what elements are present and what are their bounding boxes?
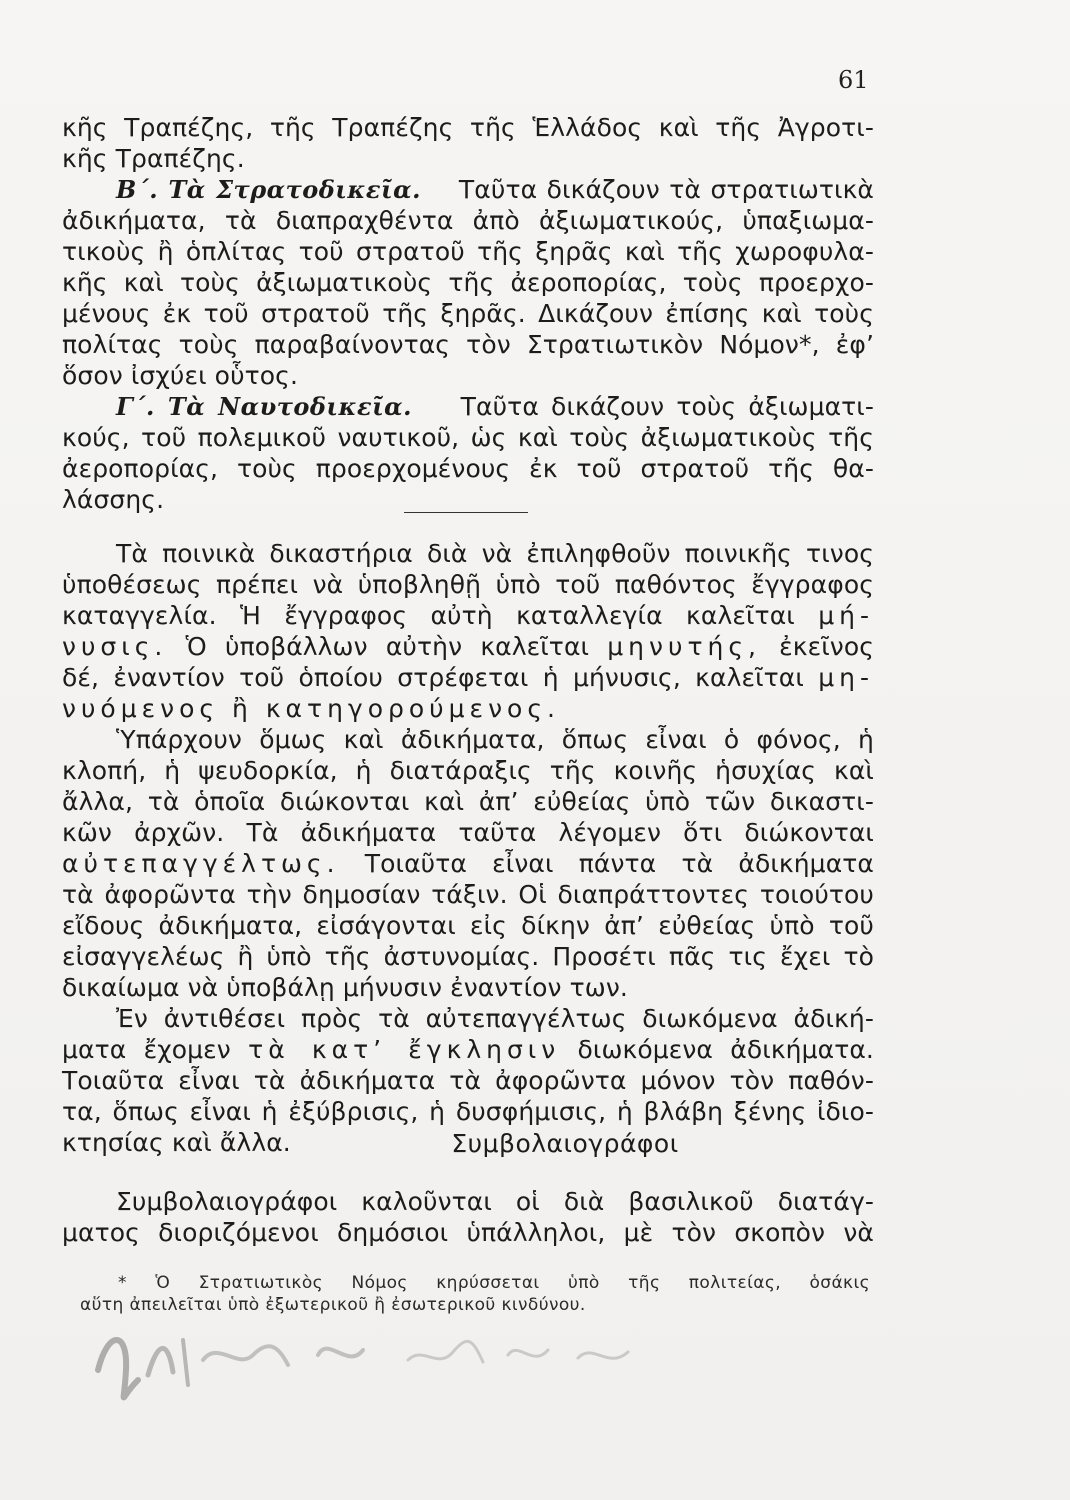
text-span: Ὁ ὑποβάλλων αὐτὴν καλεῖται <box>185 632 590 661</box>
text-line <box>116 174 874 205</box>
section-title: Συμβολαιογράφοι <box>451 1129 679 1158</box>
emphasized-term: αὐτεπαγγέλτως. <box>62 849 340 878</box>
text-line: εἴδους ἀδικήματα, εἰσάγονται εἰς δίκην ἀπ’ εὐθείας ὑπὸ τοῦ <box>62 911 874 940</box>
text-line: ἄλλα, τὰ ὁποῖα διώκονται καὶ ἀπ’ εὐθείας ὑπὸ τῶν δικαστι- <box>62 787 874 816</box>
text-line: Ἐν ἀντιθέσει πρὸς τὰ αὐτεπαγγέλτως διωκόμενα ἀδική- <box>116 1004 874 1033</box>
text-span: καταγγελία. Ἡ ἔγγραφος αὐτὴ καταλλεγία καλεῖται <box>62 601 795 630</box>
text-span: Ταῦτα δικάζουν τὰ στρατιωτικὰ <box>458 175 874 204</box>
text-line: κλοπή, ἡ ψευδορκία, ἡ διατάραξις τῆς κοινῆς ἡσυχίας καὶ <box>62 756 874 785</box>
text-line <box>62 600 874 631</box>
text-line <box>62 1034 874 1065</box>
text-line: πολίτας τοὺς παραβαίνοντας τὸν Στρατιωτικὸν Νόμον*, ἐφ’ <box>62 330 874 359</box>
text-span: ματα ἔχομεν <box>62 1035 231 1064</box>
text-line: τικοὺς ἢ ὁπλίτας τοῦ στρατοῦ τῆς ξηρᾶς καὶ τῆς χωροφυλα- <box>62 237 874 266</box>
text-line: Τὰ ποινικὰ δικαστήρια διὰ νὰ ἐπιληφθοῦν ποινικῆς τινος <box>116 539 874 568</box>
text-line: κῆς Τραπέζης, τῆς Τραπέζης τῆς Ἑλλάδος καὶ τῆς Ἀγροτι- <box>62 113 874 142</box>
emphasized-term: τὰ κατ’ ἔγκλησιν <box>248 1035 561 1064</box>
emphasized-term: νυόμενος ἢ κατηγορούμενος. <box>62 694 560 723</box>
text-line: εἰσαγγελέως ἢ ὑπὸ τῆς ἀστυνομίας. Προσέτι πᾶς τις ἔχει τὸ <box>62 942 874 971</box>
handwritten-scribble <box>88 1300 688 1410</box>
text-line <box>62 662 874 693</box>
text-line <box>116 391 874 422</box>
subheading-naftodikeia: Γ΄. Τὰ Ναυτοδικεῖα. <box>116 392 413 421</box>
text-line: λάσσης. <box>62 485 165 514</box>
subheading-stratodikeia: Β΄. Τὰ Στρατοδικεῖα. <box>116 175 421 204</box>
text-line <box>62 631 874 662</box>
text-line: ὅσον ἰσχύει οὗτος. <box>62 361 299 390</box>
text-line: Τοιαῦτα εἶναι τὰ ἀδικήματα τὰ ἀφορῶντα μόνον τὸν παθόν- <box>62 1066 874 1095</box>
text-span: ἐκεῖνος <box>779 632 875 661</box>
text-line: κῆς καὶ τοὺς ἀξιωματικοὺς τῆς ἀεροπορίας, τοὺς προερχο- <box>62 268 874 297</box>
text-line: Ὑπάρχουν ὅμως καὶ ἀδικήματα, ὅπως εἶναι ὁ φόνος, ἡ <box>116 725 874 754</box>
text-span: Ταῦτα δικάζουν τοὺς ἀξιωματι- <box>460 392 874 421</box>
emphasized-term: μηνυτής, <box>607 632 761 661</box>
text-line: ματος διοριζόμενοι δημόσιοι ὑπάλληλοι, μὲ τὸν σκοπὸν νὰ <box>62 1218 874 1247</box>
text-line: κῆς Τραπέζης. <box>62 144 245 173</box>
text-line: ἀδικήματα, τὰ διαπραχθέντα ἀπὸ ἀξιωματικούς, ὑπαξιωμα- <box>62 206 874 235</box>
text-line: κῶν ἀρχῶν. Τὰ ἀδικήματα ταῦτα λέγομεν ὅτι διώκονται <box>62 818 874 847</box>
text-span: διωκόμενα ἀδικήματα. <box>577 1035 874 1064</box>
text-line: κτησίας καὶ ἄλλα. <box>62 1128 291 1157</box>
emphasized-term: μη- <box>818 663 875 692</box>
emphasized-term: νυσις. <box>62 632 168 661</box>
footnote-line: αὕτη ἀπειλεῖται ὑπὸ ἐξωτερικοῦ ἢ ἐσωτερικοῦ κινδύνου. <box>80 1295 586 1315</box>
text-line: δικαίωμα νὰ ὑποβάλῃ μήνυσιν ἐναντίον των. <box>62 973 628 1002</box>
text-line: μένους ἐκ τοῦ στρατοῦ τῆς ξηρᾶς. Δικάζουν ἐπίσης καὶ τοὺς <box>62 299 874 328</box>
page-number: 61 <box>838 66 869 94</box>
text-span: δέ, ἐναντίον τοῦ ὁποίου στρέφεται ἡ μήνυσις, καλεῖται <box>62 663 804 692</box>
text-line <box>62 848 874 879</box>
text-line: τα, ὅπως εἶναι ἡ ἐξύβρισις, ἡ δυσφήμισις, ἡ βλάβη ξένης ἰδιο- <box>62 1097 874 1126</box>
text-line: ἀεροπορίας, τοὺς προερχομένους ἐκ τοῦ στρατοῦ τῆς θα- <box>62 454 874 483</box>
text-span: Τοιαῦτα εἶναι πάντα τὰ ἀδικήματα <box>364 849 875 878</box>
emphasized-term: μή- <box>818 601 875 630</box>
text-line: τὰ ἀφορῶντα τὴν δημοσίαν τάξιν. Οἱ διαπράττοντες τοιούτου <box>62 880 874 909</box>
text-line <box>62 693 874 724</box>
footnote-line: * Ὁ Στρατιωτικὸς Νόμος κηρύσσεται ὑπὸ τῆς πολιτείας, ὁσάκις <box>118 1273 870 1293</box>
text-line: ὑποθέσεως πρέπει νὰ ὑποβληθῇ ὑπὸ τοῦ παθόντος ἔγγραφος <box>62 570 874 599</box>
section-divider <box>404 512 528 513</box>
text-line: κούς, τοῦ πολεμικοῦ ναυτικοῦ, ὡς καὶ τοὺς ἀξιωματικοὺς τῆς <box>62 423 874 452</box>
text-line: Συμβολαιογράφοι καλοῦνται οἱ διὰ βασιλικοῦ διατάγ- <box>116 1187 874 1216</box>
